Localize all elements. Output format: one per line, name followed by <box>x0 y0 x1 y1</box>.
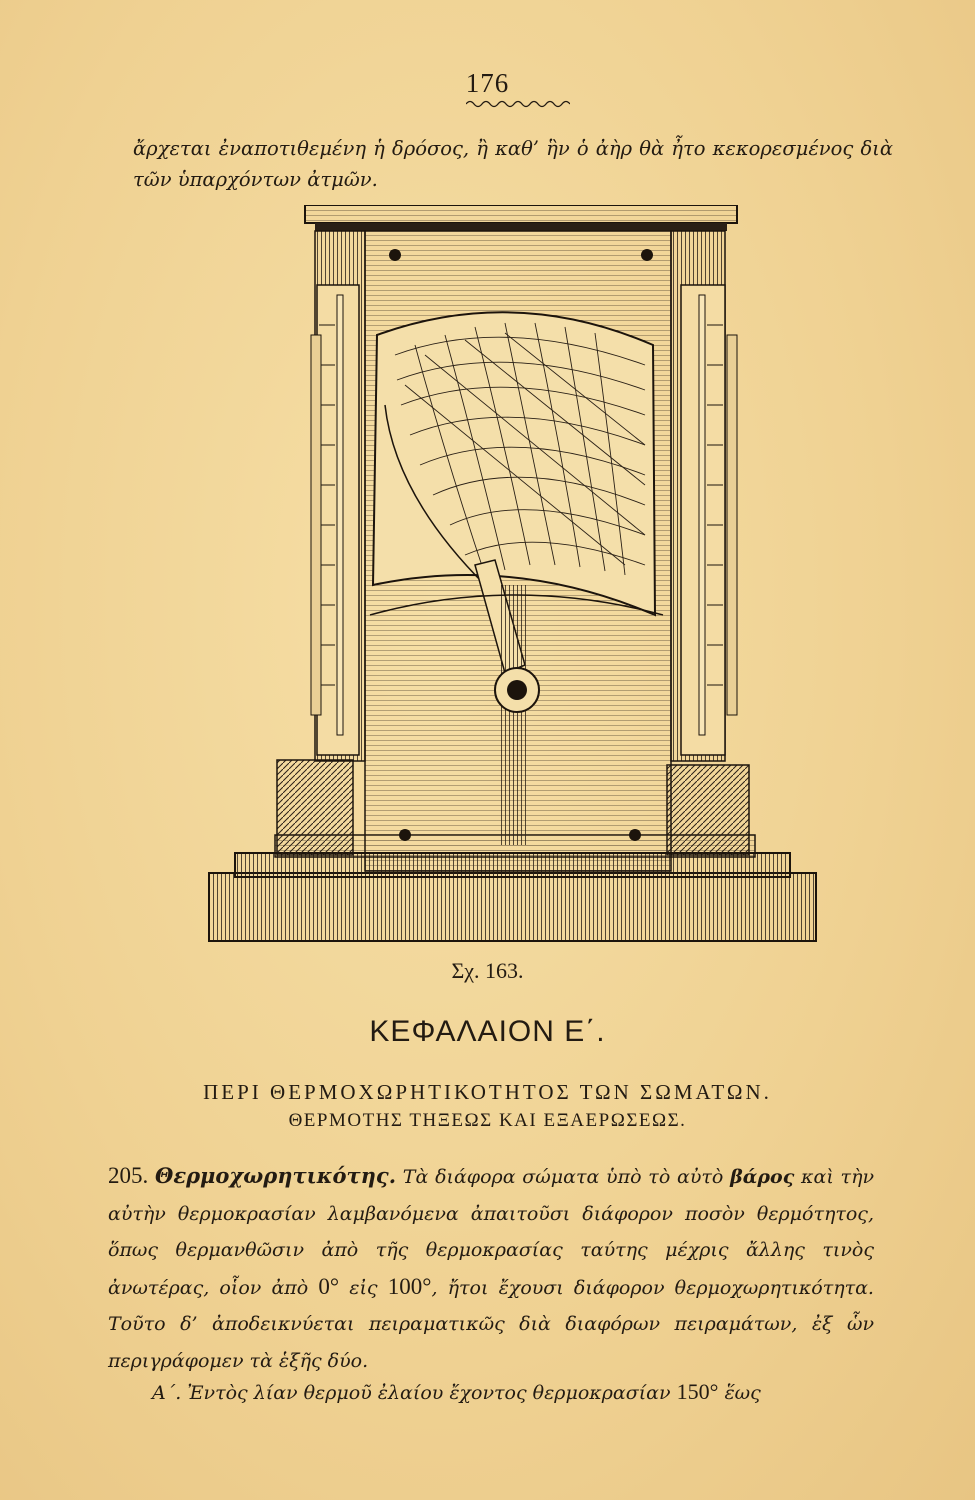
section-text-c: εἰς <box>349 1276 378 1299</box>
intro-paragraph: ἄρχεται ἐναποτιθεμένη ἡ δρόσος, ἢ καθ’ ἣν ὁ ἀὴρ θὰ ἦτο κεκορεσμένος διὰ τῶν ὑπαρχόντων ἀτμῶν. <box>133 137 893 191</box>
paragraph-a-label: Α΄. <box>152 1382 182 1404</box>
section-text-b: καὶ τὴν αὐτὴν θερμοκρασίαν λαμβανόμενα ἀπαιτοῦσι διάφορον ποσὸν θερμότητος, ὅπως θερμανθῶσιν ἀπὸ τῆς θερμοκρασίας ταύτης μέχρις ἄλλης τινὸς ἀνωτέρας, οἷον ἀπὸ <box>108 1166 875 1299</box>
chapter-heading: ΚΕΦΑΛΑΙΟΝ Ε΄. <box>369 1015 606 1048</box>
section-emphasis: βάρος <box>730 1166 795 1188</box>
degree-from: 0° <box>318 1273 340 1299</box>
section-text-a: Τὰ διάφορα σώματα ὑπὸ τὸ αὐτὸ <box>402 1166 724 1188</box>
paragraph-a <box>152 1374 874 1411</box>
section-term: Θερμοχωρητικότης. <box>155 1163 397 1188</box>
page-number: 176 <box>465 68 510 98</box>
degree-to: 100° <box>387 1273 432 1299</box>
chapter-subtitle-line-2: ΘΕΡΜΟΤΗΣ ΤΗΞΕΩΣ ΚΑΙ ΕΞΑΕΡΩΣΕΩΣ. <box>288 1110 687 1131</box>
paragraph-a-text-b: ἕως <box>724 1382 761 1404</box>
ornament-divider <box>466 98 570 110</box>
section-205-paragraph <box>108 1158 874 1379</box>
chapter-subtitle-line-1: ΠΕΡΙ ΘΕΡΜΟΧΩΡΗΤΙΚΟΤΗΤΟΣ ΤΩΝ ΣΩΜΑΤΩΝ. <box>203 1080 772 1104</box>
paragraph-a-value: 150° <box>676 1379 719 1404</box>
section-number: 205. <box>108 1163 149 1188</box>
figure-caption: Σχ. 163. <box>451 958 524 983</box>
psychrometer-illustration <box>205 205 820 945</box>
paragraph-a-text-a: Ἐντὸς λίαν θερμοῦ ἐλαίου ἔχοντος θερμοκρασίαν <box>187 1382 671 1404</box>
section-text-d: , ἤτοι ἔχουσι διάφορον θερμοχωρητικότητα. Τοῦτο δ’ ἀποδεικνύεται πειραματικῶς διὰ διαφόρων πειραμάτων, ἐξ ὧν περιγράφομεν τὰ ἑξῆς δύο. <box>108 1276 874 1372</box>
